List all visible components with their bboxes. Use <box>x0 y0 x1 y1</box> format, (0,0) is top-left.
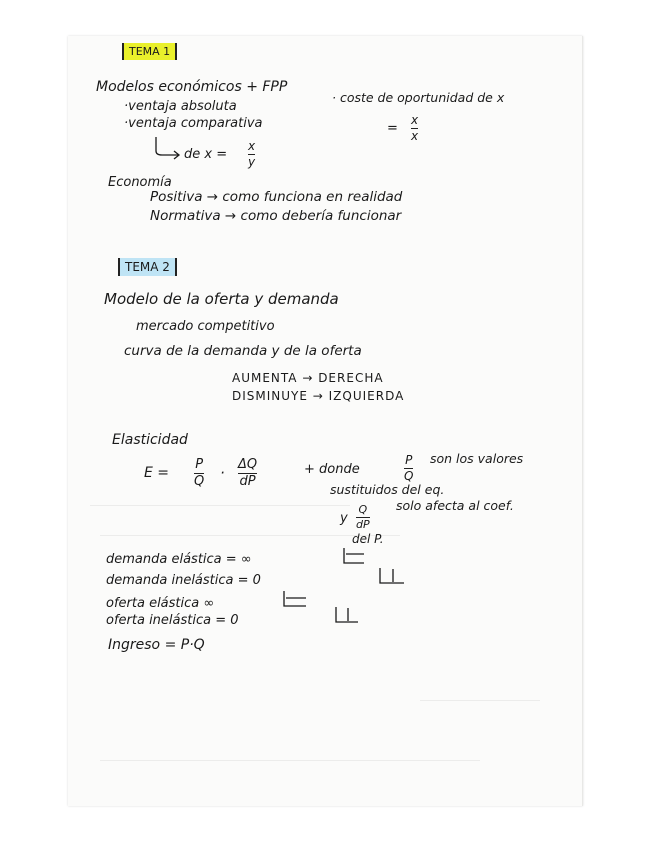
f3-num: P <box>405 453 413 467</box>
sustituidos-del-eq: sustituidos del eq. <box>330 482 445 497</box>
tema2-heading: Modelo de la oferta y demanda <box>104 290 339 308</box>
coste-fraction <box>411 114 418 142</box>
demanda-inelastica: demanda inelástica = 0 <box>106 573 261 588</box>
elasticidad-heading: Elasticidad <box>112 432 188 448</box>
curva-demanda-oferta: curva de la demanda y de la oferta <box>124 343 362 359</box>
coste-equals: = <box>387 121 398 136</box>
dex-num: x <box>248 139 256 153</box>
notebook-page <box>68 36 583 806</box>
y-prefix: y <box>340 511 348 526</box>
tema1-item-comparativa: ·ventaja comparativa <box>124 116 263 131</box>
economia-normativa: Normativa → como debería funcionar <box>150 208 402 224</box>
tema1-badge: TEMA 1 <box>122 43 177 60</box>
elasticidad-fraction-dq-dp <box>238 458 257 488</box>
solo-fraction-q-dp <box>356 504 370 530</box>
economia-heading: Economía <box>108 175 172 190</box>
tema1-item-absoluta: ·ventaja absoluta <box>124 99 237 114</box>
elastic-demand-graph-icon <box>342 546 366 566</box>
f2-num: ΔQ <box>238 457 258 472</box>
bleed-through-line <box>420 700 540 701</box>
dex-den: y <box>248 154 256 169</box>
multiply-dot: · <box>220 464 225 482</box>
coste-num: x <box>411 113 419 127</box>
son-los-valores: son los valores <box>430 451 524 466</box>
inelastic-demand-graph-icon <box>378 566 406 586</box>
elasticidad-fraction-p-q <box>194 458 204 488</box>
oferta-elastica: oferta elástica ∞ <box>106 596 215 611</box>
solo-afecta-coef: solo afecta al coef. <box>396 498 514 513</box>
dex-fraction <box>248 140 255 168</box>
bleed-through-line <box>90 505 350 506</box>
oferta-inelastica: oferta inelástica = 0 <box>106 613 239 628</box>
demanda-elastica: demanda elástica = ∞ <box>106 552 252 567</box>
dex-prefix: de x = <box>184 147 228 162</box>
ingreso-formula: Ingreso = P·Q <box>108 637 205 653</box>
tema1-heading: Modelos económicos + FPP <box>96 79 288 95</box>
f3-den: Q <box>404 468 414 483</box>
f2-den: dP <box>239 473 256 489</box>
tema2-badge: TEMA 2 <box>118 258 177 276</box>
mercado-competitivo: mercado competitivo <box>136 319 275 334</box>
bleed-through-line <box>100 760 480 761</box>
elastic-supply-graph-icon <box>282 589 308 609</box>
disminuye-izquierda: DISMINUYE → IZQUIERDA <box>232 389 405 403</box>
del-p: del P. <box>352 532 384 546</box>
f1-den: Q <box>194 473 205 489</box>
aumenta-derecha: AUMENTA → DERECHA <box>232 371 384 385</box>
inelastic-supply-graph-icon <box>334 605 360 625</box>
f4-num: Q <box>358 503 368 516</box>
coste-oportunidad: · coste de oportunidad de x <box>332 90 505 105</box>
economia-positiva: Positiva → como funciona en realidad <box>150 189 403 205</box>
hook-arrow-icon <box>150 135 182 161</box>
donde-fraction-p-q <box>404 454 413 482</box>
elasticidad-prefix: E = <box>144 465 170 481</box>
donde-label: + donde <box>304 462 360 477</box>
f1-num: P <box>195 457 204 472</box>
f4-den: dP <box>356 517 370 531</box>
coste-den: x <box>411 128 419 143</box>
